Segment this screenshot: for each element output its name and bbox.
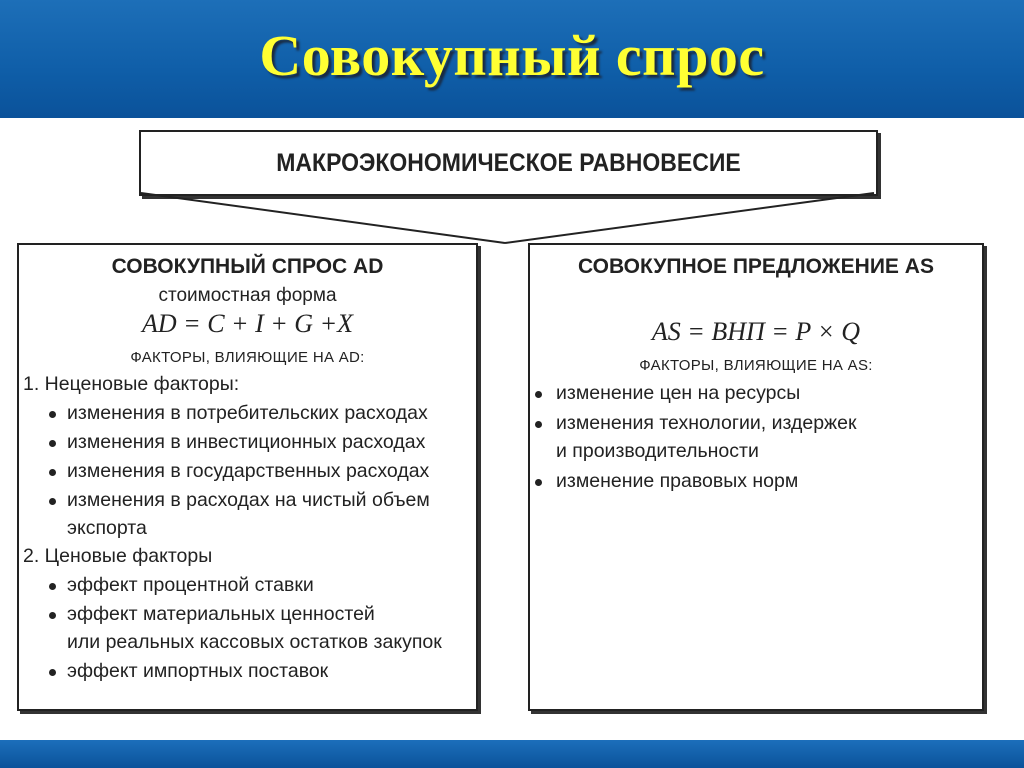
bullet-icon	[49, 583, 56, 590]
ad-group1-item: изменения в потребительских расходах	[67, 402, 428, 424]
as-heading: СОВОКУПНОЕ ПРЕДЛОЖЕНИЕ AS	[578, 255, 934, 278]
ad-factors-title: ФАКТОРЫ, ВЛИЯЮЩИЕ НА AD:	[130, 349, 365, 366]
as-item: изменение правовых норм	[556, 470, 799, 492]
bullet-icon	[49, 612, 56, 619]
macro-equilibrium-label: МАКРОЭКОНОМИЧЕСКОЕ РАВНОВЕСИЕ	[276, 149, 741, 177]
as-formula: AS = ВНП = P × Q	[651, 317, 861, 346]
bullet-icon	[49, 669, 56, 676]
ad-group1-item-cont: экспорта	[67, 517, 147, 539]
ad-group1-title: 1. Неценовые факторы:	[23, 373, 240, 395]
aggregate-supply-panel	[528, 243, 984, 711]
bullet-icon	[535, 421, 542, 428]
bullet-icon	[49, 411, 56, 418]
ad-group2-item: эффект материальных ценностей	[67, 603, 375, 625]
connector-line-left	[141, 193, 505, 243]
connector-line-right	[505, 193, 874, 243]
slide-title: Совокупный спрос	[259, 23, 765, 88]
bottom-bar	[0, 740, 1024, 768]
ad-group2-item: эффект импортных поставок	[67, 660, 329, 682]
as-item-cont: и производительности	[556, 440, 759, 462]
ad-group1-item: изменения в инвестиционных расходах	[67, 431, 426, 453]
ad-group1-item: изменения в государственных расходах	[67, 460, 430, 482]
as-item: изменение цен на ресурсы	[556, 382, 801, 404]
ad-group1-item: изменения в расходах на чистый объем	[67, 489, 430, 511]
as-item: изменения технологии, издержек	[556, 412, 857, 434]
ad-heading: СОВОКУПНЫЙ СПРОС AD	[111, 255, 384, 278]
ad-group2-title: 2. Ценовые факторы	[23, 545, 213, 567]
ad-formula: AD = C + I + G +X	[142, 309, 353, 338]
bullet-icon	[49, 440, 56, 447]
ad-subheading: стоимостная форма	[158, 285, 337, 306]
ad-group2-item: эффект процентной ставки	[67, 574, 314, 596]
as-factors-title: ФАКТОРЫ, ВЛИЯЮЩИЕ НА AS:	[639, 357, 873, 374]
bullet-icon	[49, 498, 56, 505]
bullet-icon	[535, 479, 542, 486]
ad-group2-item-cont: или реальных кассовых остатков закупок	[67, 631, 442, 653]
bullet-icon	[49, 469, 56, 476]
aggregate-demand-panel	[17, 243, 478, 711]
bullet-icon	[535, 391, 542, 398]
